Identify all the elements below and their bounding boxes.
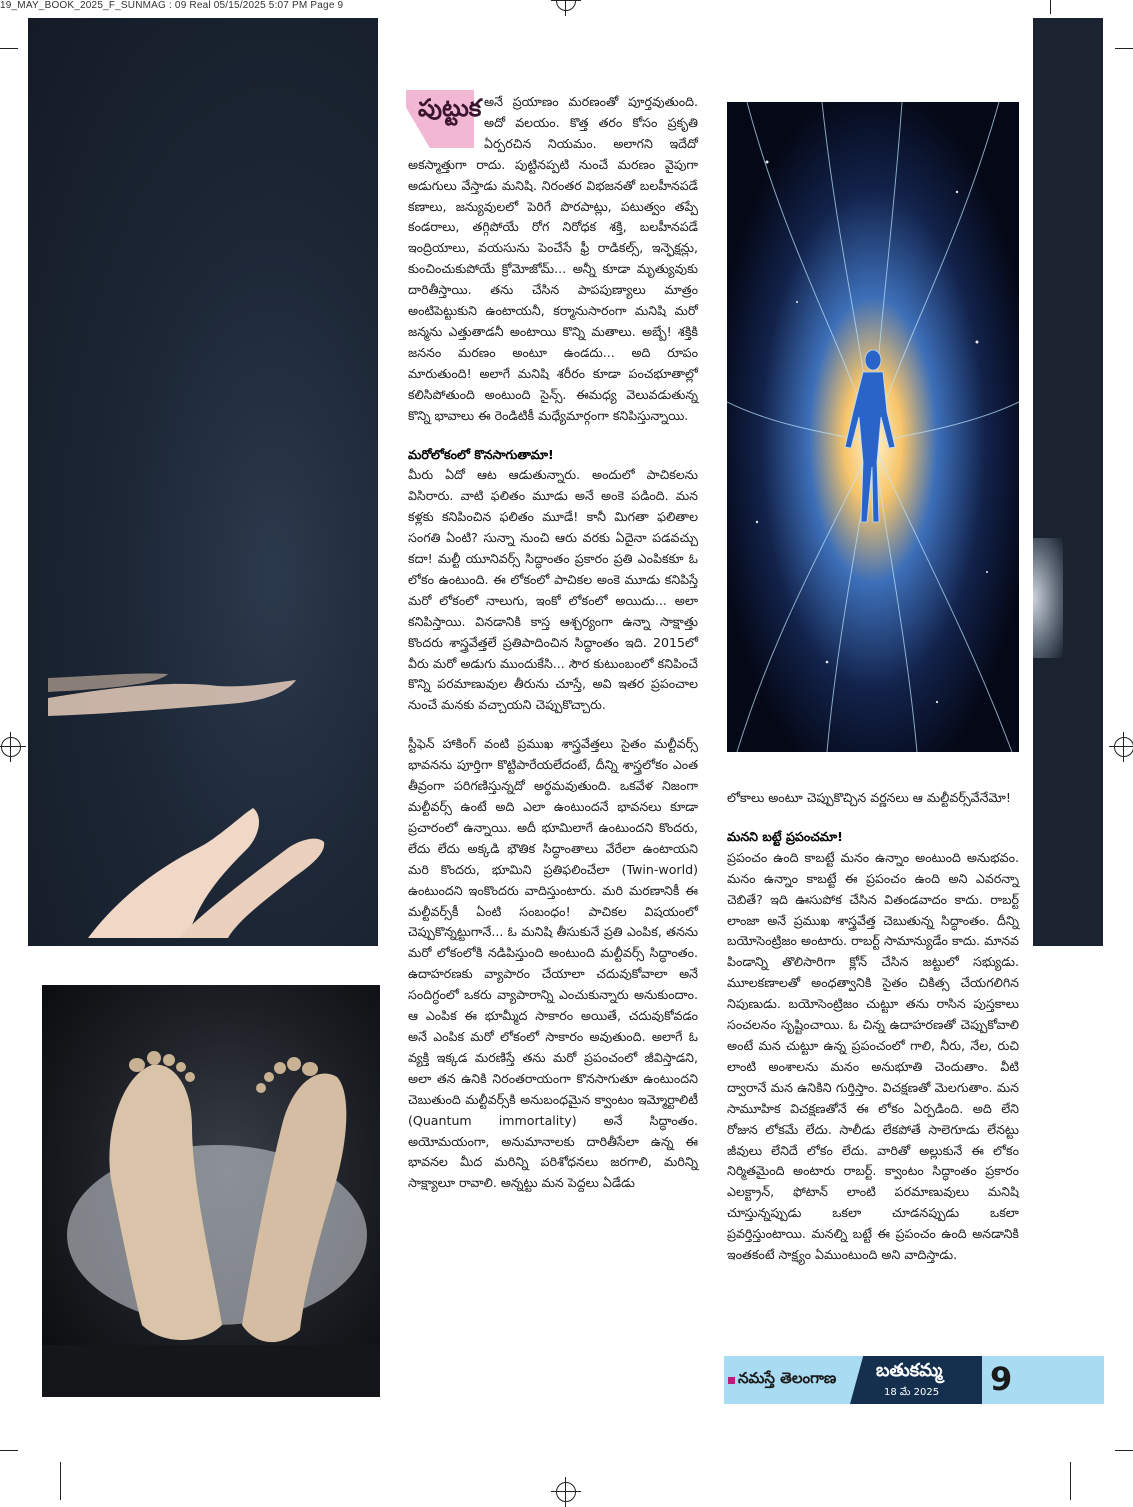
feet-under-sheet-photo (42, 985, 380, 1397)
section-1-paragraph-2: స్టీఫెన్ హాకింగ్ వంటి ప్రముఖ శాస్త్రవేత్తలు సైతం మల్టీవర్స్ భావనను పూర్తిగా కొట్టిపారేయలేదంటే, దీన్ని శాస్త్రలోకం ఎంత తీవ్రంగా పరిగణిస్తున్నదో అర్థమవుతుంది. ఒకవేళ నిజంగా మల్టీవర్స్ ఉంటే అది ఎలా ఉంటుందనే భావనలు కూడా ప్రచారంలో ఉన్నాయి. అదీ భూమిలాగే ఉంటుందని కొందరు, లేదు లేదు అక్కడి భౌతిక సిద్ధాంతాలు వేరేలా ఉంటాయని మరి కొందరు, భూమిని ప్రతిఫలించేలా (Twin-world) ఉంటుందని ఇంకొందరు వాదిస్తుంటారు. మరి మరణానికీ ఈ మల్టీవర్స్‌కీ ఏంటి సంబంధం! పాచికల విషయంలో చెప్పుకొన్నట్టుగానే... ఓ మనిషి తీసుకునే ప్రతి ఎంపిక, తనను మరో లోకంలోకి నడిపిస్తుంది అంటుంది మల్టీవర్స్ సిద్ధాంతం. ఉదాహరణకు వ్యాపారం చేయాలా చదువుకోవాలా అనే సందిగ్ధంలో ఒకరు వ్యాపారాన్ని ఎంచుకున్నారు అనుకుందాం. ఆ ఎంపిక ఈ భూమ్మీద సాకారం అయితే, చదువుకోవడం అనే ఎంపిక మరో లోకంలో సాకారం అవుతుంది. అలాగే ఓ వ్యక్తి ఇక్కడ మరణిస్తే తను మరో ప్రపంచంలో జీవిస్తాడని, అలా తన ఉనికి నిరంతరాయంగా కొనసాగుతూ ఉంటుందని చెబుతుంది మల్టీవర్స్‌కి అనుబంధమైన క్వాంటం ఇమ్మోర్టాలిటీ (Quantum immortality) అనే సిద్ధాంతం. అయోమయంగా, అనుమానాలకు దారితీసేలా ఉన్న ఈ భావనల మీద మరిన్ని పరిశోధనలు జరగాలి, మరిన్ని సాక్ష్యాలూ రావాలి. అన్నట్టు మన పెద్దలు ఏడేడు (408, 736, 698, 1191)
dropcap-word: పుట్టుక (418, 93, 482, 122)
floating-feet-illustration (48, 658, 298, 728)
issue-date: 18 మే 2025 (884, 1387, 940, 1398)
crop-mark (1070, 1462, 1071, 1500)
crop-mark (0, 1450, 18, 1451)
feet-sheet-illustration (42, 985, 380, 1397)
crop-mark (1115, 48, 1133, 49)
section-heading-2: మనని బట్టే ప్రపంచమా! (727, 828, 843, 844)
article-column-1 (408, 92, 698, 1194)
publication-footer (724, 1356, 1104, 1404)
crop-mark (1050, 0, 1051, 14)
intro-paragraph: అనే ప్రయాణం మరణంతో పూర్తవుతుంది. అదో వలయం. కొత్త తరం కోసం ప్రకృతి ఏర్పరచిన నియమం. అలాగని ఇదేదో అకస్మాత్తుగా రాదు. పుట్టినప్పటి నుంచే మరణం వైపుగా అడుగులు వేస్తాడు మనిషి. నిరంతర విభజనతో బలహీనపడే కణాలు, జన్యువులలో పెరిగే పొరపాట్లు, పటుత్వం తప్పే కండరాలు, తగ్గిపోయే రోగ నిరోధక శక్తి, బలహీనపడే ఇంద్రియాలు, వయసును పెంచేసే ఫ్రీ రాడికల్స్, ఇన్ఫెక్షన్లు, కుంచించుకుపోయే క్రోమోజోమ్... అన్నీ కూడా మృత్యువుకు దారితీస్తాయి. తను చేసిన పాపపుణ్యాలు మాత్రం అంటిపెట్టుకుని ఉంటాయనీ, కర్మానుసారంగా మనిషి మరో జన్మను ఎత్తుతాడనీ అంటాయి కొన్ని మతాలు. అబ్బే! శక్తికి జననం మరణం అంటూ ఉండదు... అది రూపం మారుతుంది! అలాగే మనిషి శరీరం కూడా పంచభూతాల్లో కలిసిపోతుంది అంటుంది సైన్స్. ఈమధ్య వెలువడుతున్న కొన్ని భావాలు ఈ రెండిటికీ మధ్యేమార్గంగా కనిపిస్తున్నాయి. (408, 94, 698, 423)
newspaper-name: నమస్తే తెలంగాణ (738, 1369, 837, 1387)
multiverse-illustration (727, 102, 1019, 752)
cosmic-figure-illustration (727, 102, 1019, 752)
registration-mark-icon (556, 1482, 576, 1502)
print-slug: 19_MAY_BOOK_2025_F_SUNMAG : 09 Real 05/15/2025 5:07 PM Page 9 (0, 0, 344, 11)
article-column-2 (727, 788, 1019, 1266)
image-caption-text: లోకాలు అంటూ చెప్పుకొచ్చిన వర్ణనలు ఆ మల్టీవర్స్‌వేనేమో! (727, 790, 1011, 805)
section-2-paragraph: ప్రపంచం ఉంది కాబట్టే మనం ఉన్నాం అంటుంది అనుభవం. మనం ఉన్నాం కాబట్టే ఈ ప్రపంచం ఉంది అని ఎవరన్నా చెబితే? ఇది ఊసుపోక చేసిన వితండవాదం కాదు. రాబర్ట్ లాంజా అనే ప్రముఖ శాస్త్రవేత్త చెబుతున్న సిద్ధాంతం. దీన్ని బయోసెంట్రిజం అంటారు. రాబర్ట్ సామాన్యుడేం కాదు. మానవ పిండాన్ని తొలిసారిగా క్లోన్ చేసిన జట్టులో సభ్యుడు. మూలకణాలతో అంధత్వానికి సైతం చికిత్స చేయగలిగిన నిపుణుడు. బయోసెంట్రిజం చుట్టూ తను రాసిన పుస్తకాలు సంచలనం సృష్టించాయి. ఓ చిన్న ఉదాహరణతో చెప్పుకోవాలి అంటే మన చుట్టూ ఉన్న ప్రపంచంలో గాలి, నీరు, నేల, రుచి లాంటి అంశాలను మనం అనుభూతి చెందుతాం. వీటి ద్వారానే మన ఉనికిని గుర్తిస్తాం. విచక్షణతో మెలగుతాం. మన సామూహిక విచక్షణతోనే ఈ లోకం ఏర్పడింది. అది లేని రోజున లోకమే లేదు. సాలీడు లేకపోతే సాలెగూడు లేనట్టు జీవులు లేనిదే లోకం లేదు. వారితో అల్లుకునే ఈ లోకం నిర్మితమైంది అంటారు రాబర్ట్. క్వాంటం సిద్ధాంతం ప్రకారం ఎలక్ట్రాన్, ఫోటాన్ లాంటి పరమాణువులు మనిషి చూస్తున్నప్పుడు ఒకలా చూడనప్పుడు ఒకలా ప్రవర్తిస్తుంటాయి. మనల్ని బట్టే ఈ ప్రపంచం ఉంది అనడానికి ఇంతకంటే సాక్ష్యం ఏముంటుంది అని వాదిస్తాడు. (727, 849, 1019, 1263)
dropcap (406, 90, 482, 148)
right-image-band (1033, 18, 1103, 946)
resting-feet-illustration (88, 808, 328, 938)
page-number: 9 (990, 1360, 1013, 1398)
crop-mark (60, 1462, 61, 1500)
registration-mark-icon (1, 737, 21, 757)
registration-mark-icon (1114, 737, 1133, 757)
crop-mark (1115, 1450, 1133, 1451)
section-heading-1: మరోలోకంలో కొనసాగుతామా! (408, 446, 554, 462)
crop-mark (0, 48, 18, 49)
bullet-icon (728, 1377, 735, 1384)
feet-photo-top (28, 18, 378, 946)
magazine-name: బతుకమ్మ (876, 1360, 943, 1381)
foot-tip-illustration (1033, 538, 1063, 658)
section-1-paragraph-1: మీరు ఏదో ఆట ఆడుతున్నారు. అందులో పాచికలను విసిరారు. వాటి ఫలితం మూడు అనే అంకె పడింది. మన కళ్లకు కనిపించిన ఫలితం మూడే! కానీ మిగతా ఫలితాల సంగతి ఏంటి? సున్నా నుంచి ఆరు వరకు ఏదైనా పడవచ్చు కదా! మల్టీ యూనివర్స్ సిద్ధాంతం ప్రకారం ప్రతి ఎంపికకూ ఓ లోకం ఉంటుంది. ఈ లోకంలో పాచికల అంకె మూడు కనిపిస్తే మరో లోకంలో నాలుగు, ఇంకో లోకంలో అయిదు... అలా కనిపిస్తాయి. వినడానికి కాస్త ఆశ్చర్యంగా ఉన్నా సాక్షాత్తు కొందరు శాస్త్రవేత్తలే ప్రతిపాదించిన సిద్ధాంతం ఇది. 2015లో వీరు మరో అడుగు ముందుకేసి... సౌర కుటుంబంలో కనిపించే కొన్ని పరమాణువుల తీరును చూస్తే, అవి ఇతర ప్రపంచాల నుంచే మనకు వచ్చాయని చెప్పుకొచ్చారు. (408, 467, 698, 713)
registration-mark-icon (556, 0, 576, 11)
